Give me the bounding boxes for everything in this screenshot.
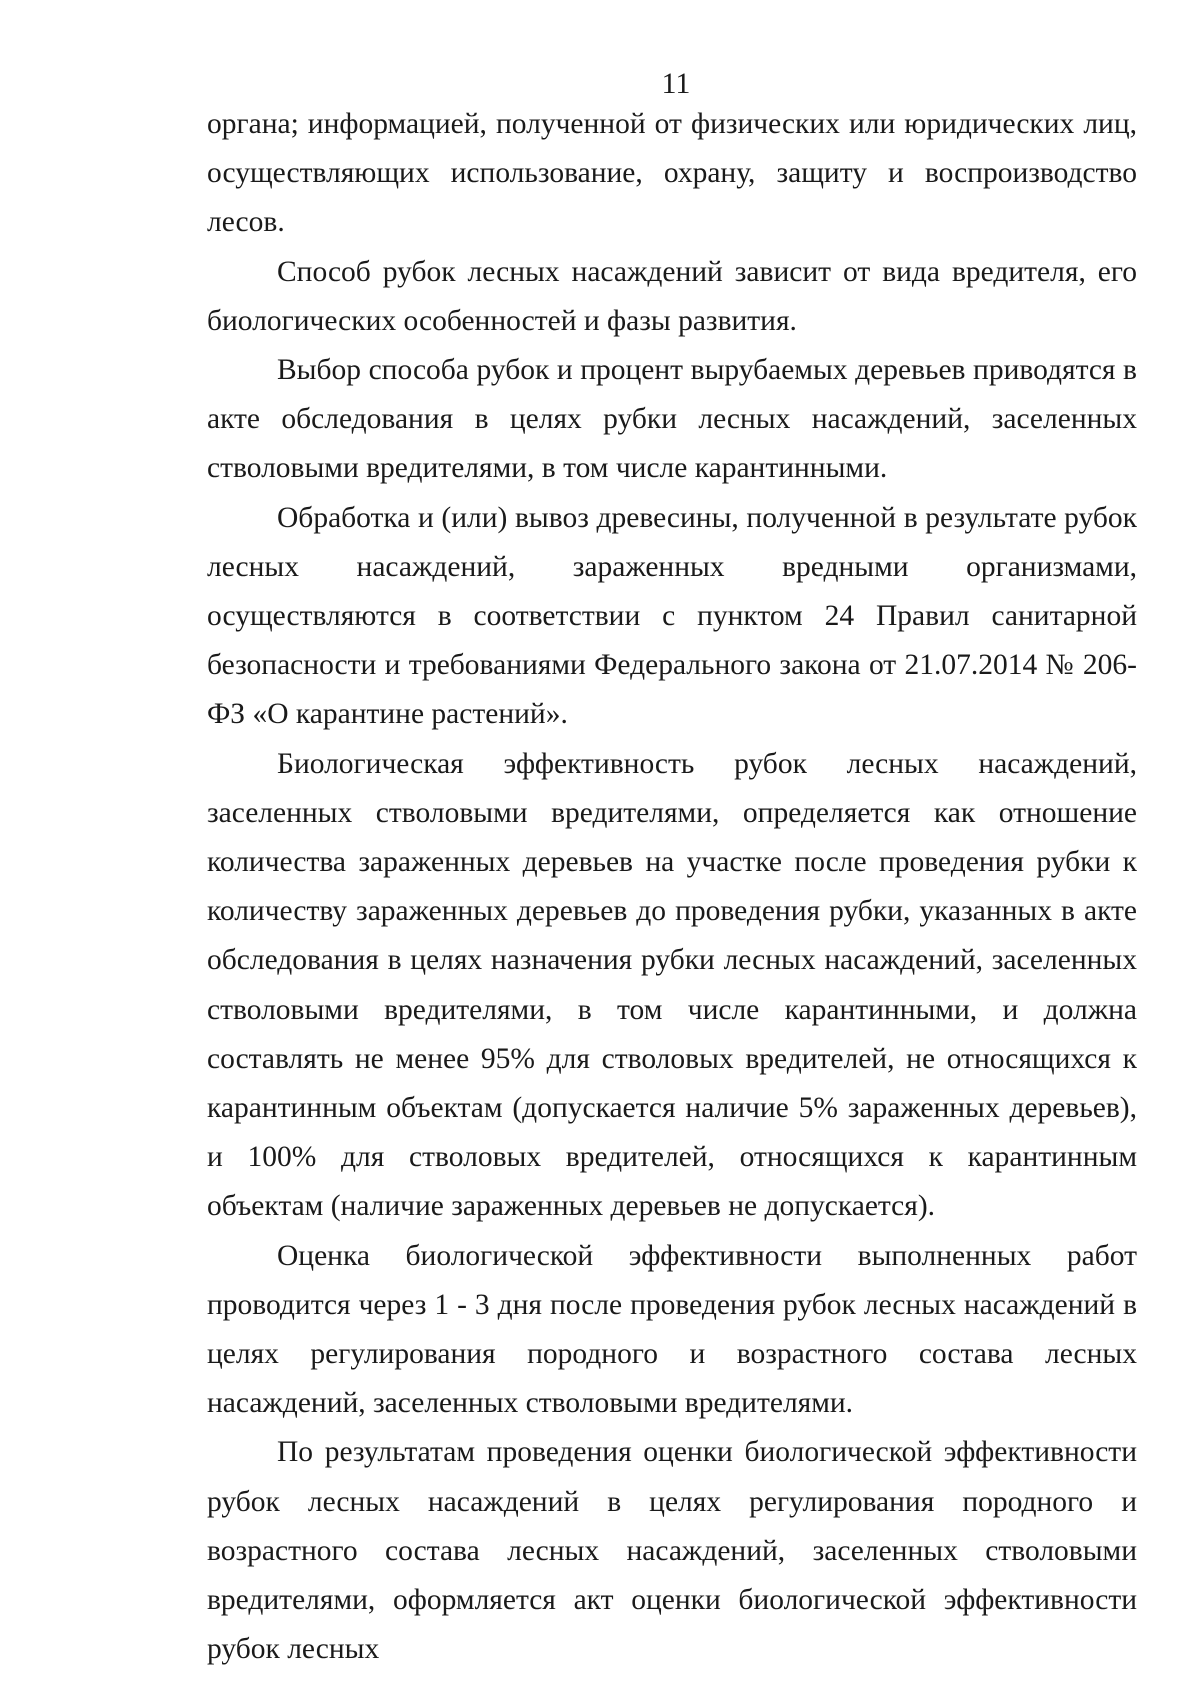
paragraph-wood-processing: Обработка и (или) вывоз древесины, полученной в результате рубок лесных насаждений, зараженных вредными организмами, осуществляются в соответствии с пунктом 24 Правил санитарной безопасности и требованиями Федерального закона от 21.07.2014 № 206-ФЗ «О карантине растений». xyxy=(207,501,1137,731)
paragraph-assessment-results: По результатам проведения оценки биологической эффективности рубок лесных насаждений в целях регулирования породного и возрастного состава лесных насаждений, заселенных стволовыми вредителями, оформляется акт оценки биологической эффективности рубок лесных xyxy=(207,1436,1137,1666)
paragraph-cutting-method: Способ рубок лесных насаждений зависит от вида вредителя, его биологических особенностей и фазы развития. xyxy=(207,255,1137,337)
document-body xyxy=(207,100,1137,1675)
paragraph-efficiency-assessment: Оценка биологической эффективности выполненных работ проводится через 1 - 3 дня после проведения рубок лесных насаждений в целях регулирования породного и возрастного состава лесных насаждений, заселенных стволовыми вредителями. xyxy=(207,1239,1137,1420)
paragraph-continuation: органа; информацией, полученной от физических или юридических лиц, осуществляющих использование, охрану, защиту и воспроизводство лесов. xyxy=(207,108,1137,239)
page-number: 11 xyxy=(661,67,691,100)
paragraph-biological-efficiency: Биологическая эффективность рубок лесных насаждений, заселенных стволовыми вредителями, определяется как отношение количества зараженных деревьев на участке после проведения рубки к количеству зараженных деревьев до проведения рубки, указанных в акте обследования в целях назначения рубки лесных насаждений, заселенных стволовыми вредителями, в том числе карантинными, и должна составлять не менее 95% для стволовых вредителей, не относящихся к карантинным объектам (допускается наличие 5% зараженных деревьев), и 100% для стволовых вредителей, относящихся к карантинным объектам (наличие зараженных деревьев не допускается). xyxy=(207,747,1137,1223)
paragraph-cutting-selection: Выбор способа рубок и процент вырубаемых деревьев приводятся в акте обследования в целях рубки лесных насаждений, заселенных стволовыми вредителями, в том числе карантинными. xyxy=(207,354,1137,485)
